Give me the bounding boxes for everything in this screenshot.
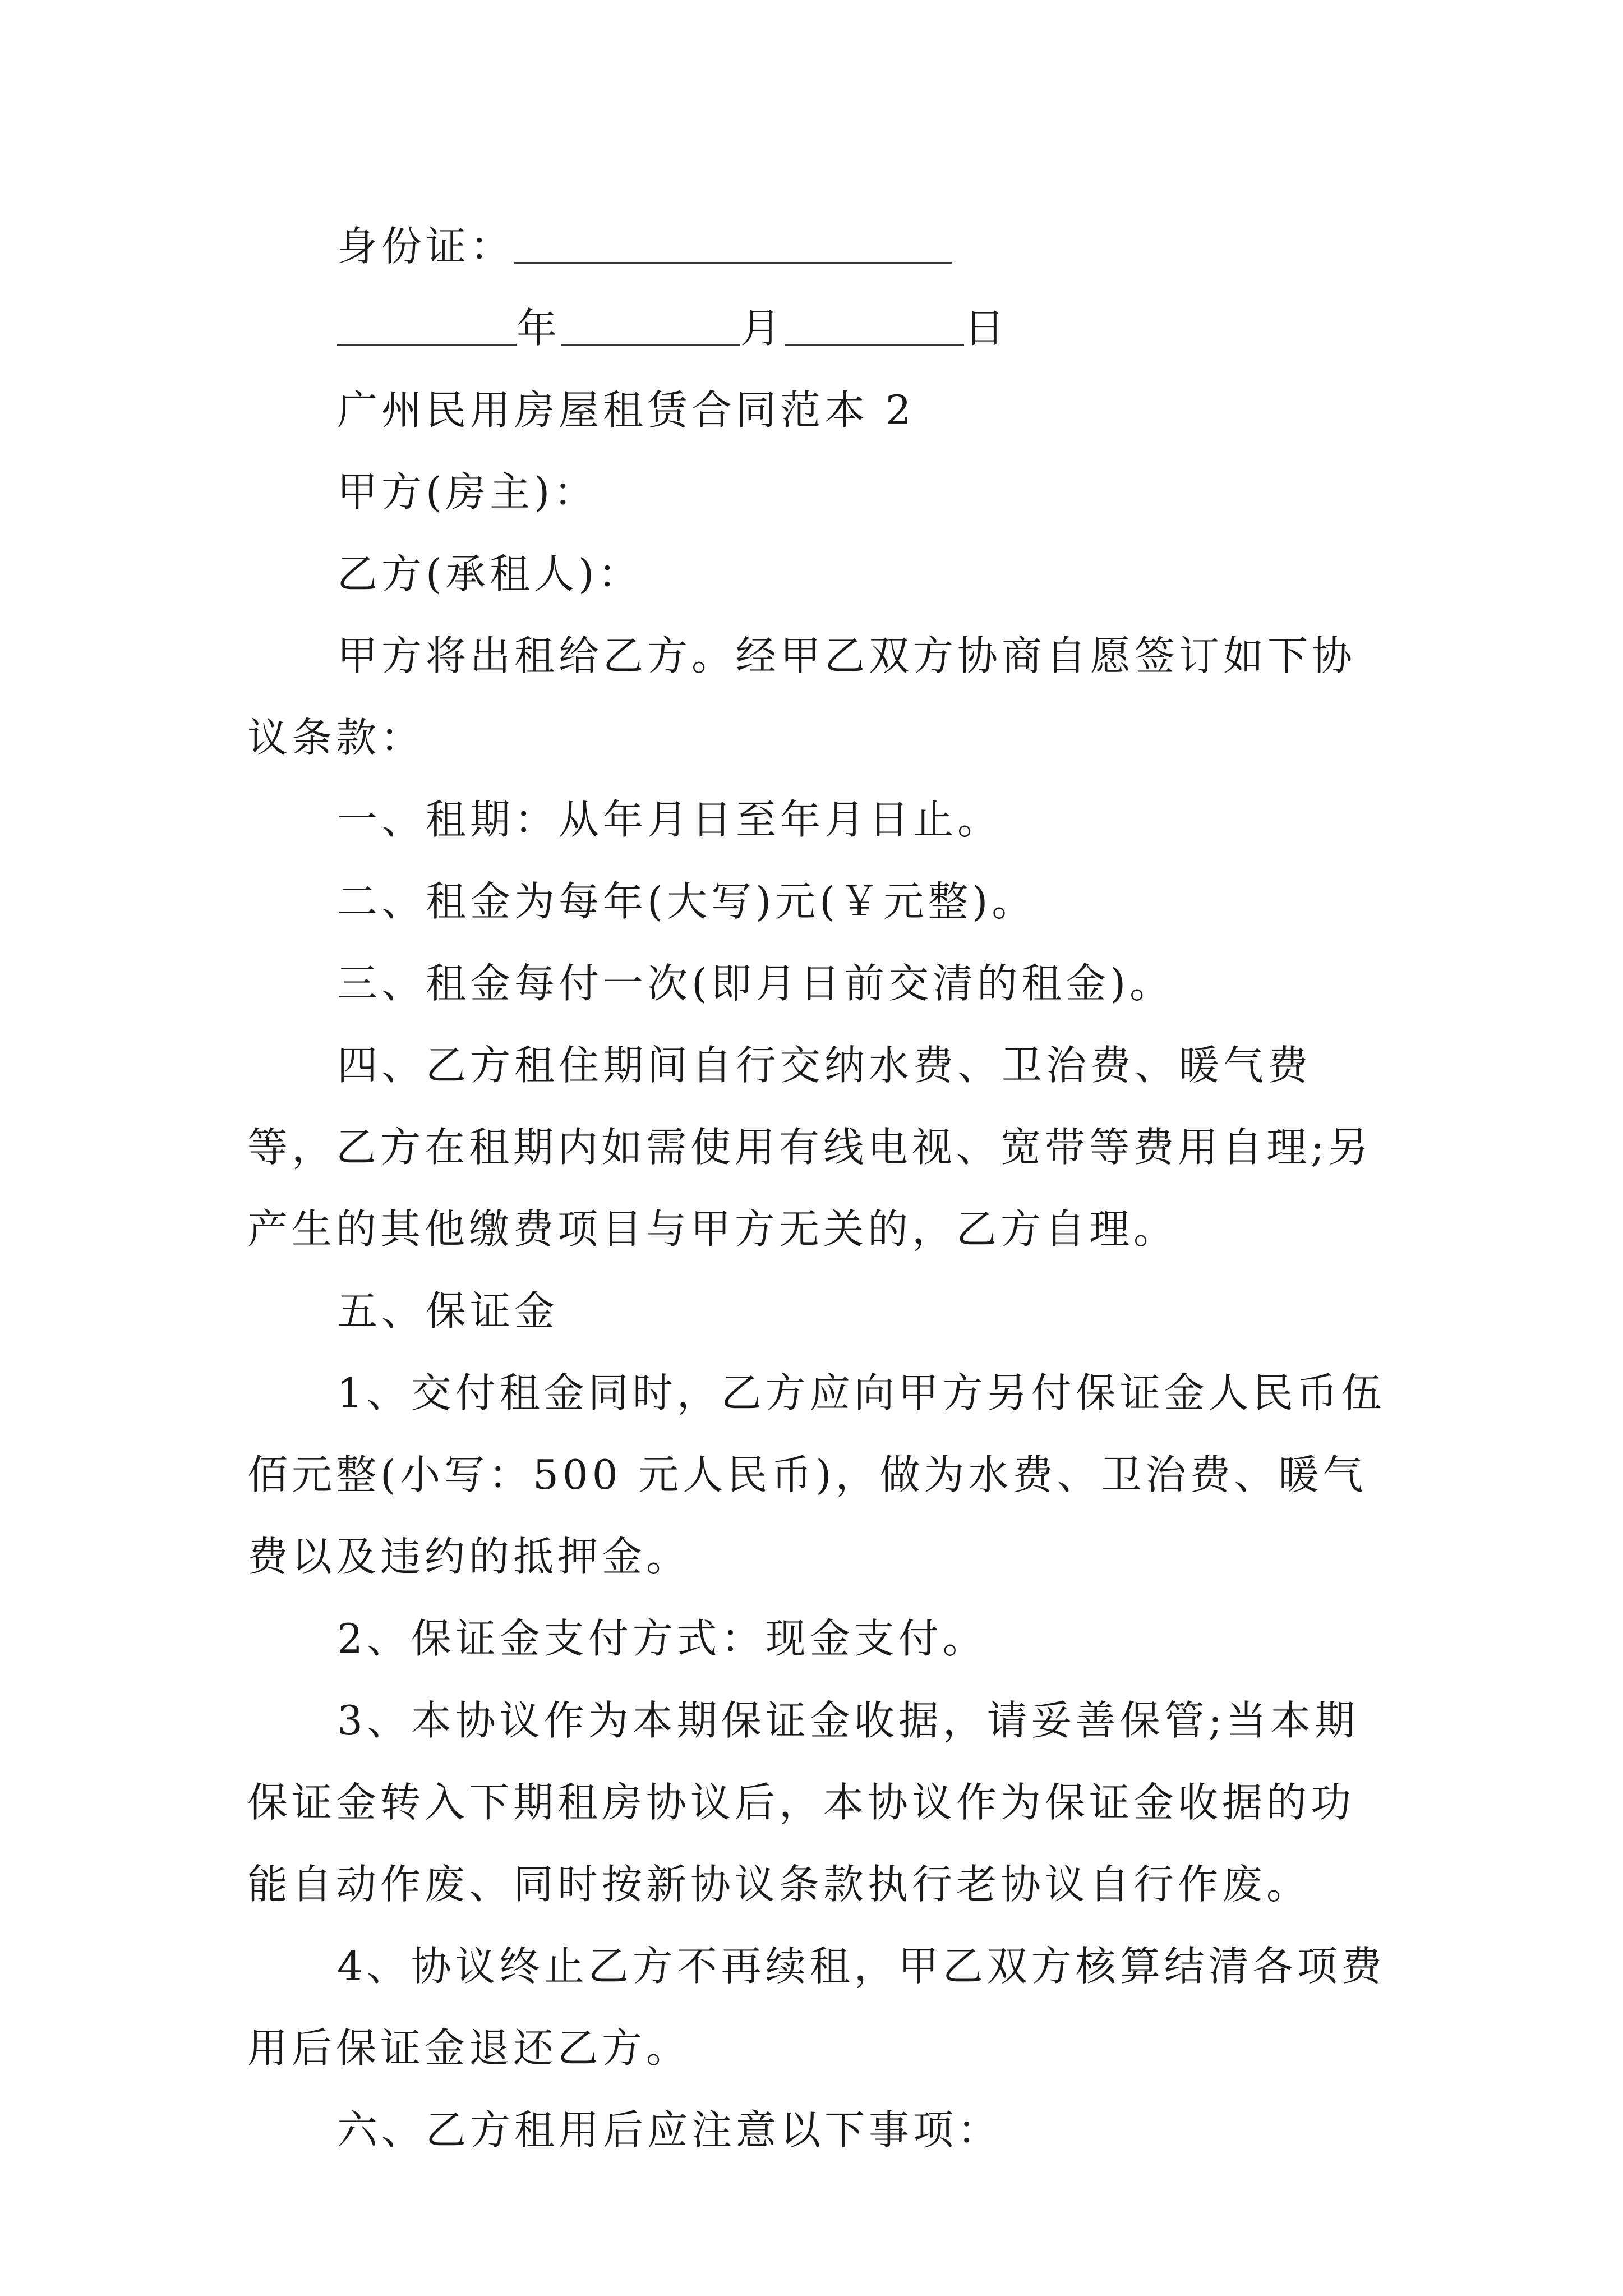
clause-4: 四、乙方租住期间自行交纳水费、卫治费、暖气费等，乙方在租期内如需使用有线电视、宽带等费用自理;另产生的其他缴费项目与甲方无关的，乙方自理。 — [247, 1042, 1373, 1253]
document-title: 广州民用房屋租赁合同范本 2 — [337, 386, 915, 434]
clause-5-item-2: 2、保证金支付方式：现金支付。 — [337, 1615, 987, 1662]
id-card-blank — [514, 262, 952, 264]
day-label: 日 — [964, 305, 1009, 352]
month-label: 月 — [740, 305, 785, 352]
year-label: 年 — [517, 305, 561, 352]
party-b-line: 乙方(承租人)： — [337, 550, 643, 597]
id-card-line — [247, 205, 1394, 287]
clause-5-item-4: 4、协议终止乙方不再续租，甲乙双方核算结清各项费用后保证金退还乙方。 — [247, 1943, 1386, 2072]
month-blank — [561, 344, 740, 346]
year-blank — [337, 344, 517, 346]
day-blank — [785, 344, 964, 346]
clause-5-heading: 五、保证金 — [337, 1287, 559, 1335]
document-body — [247, 205, 1394, 2171]
intro-paragraph: 甲方将出租给乙方。经甲乙双方协商自愿签订如下协议条款： — [247, 632, 1357, 761]
clause-1: 一、租期：从年月日至年月日止。 — [337, 796, 1002, 843]
clause-5-item-3: 3、本协议作为本期保证金收据，请妥善保管;当本期保证金转入下期租房协议后，本协议作为保证金收据的功能自动作废、同时按新协议条款执行老协议自行作废。 — [247, 1697, 1359, 1908]
clause-2: 二、租金为每年(大写)元(￥元整)。 — [337, 878, 1036, 925]
clause-3: 三、租金每付一次(即月日前交清的租金)。 — [337, 960, 1174, 1007]
clause-6-heading: 六、乙方租用后应注意以下事项： — [337, 2106, 1002, 2154]
id-card-label: 身份证： — [337, 223, 515, 270]
party-a-line: 甲方(房主)： — [337, 468, 598, 516]
clause-5-item-1: 1、交付租金同时，乙方应向甲方另付保证金人民币伍佰元整(小写：500 元人民币)，做为水费、卫治费、暖气费以及违约的抵押金。 — [247, 1369, 1386, 1580]
date-line — [247, 287, 1394, 369]
